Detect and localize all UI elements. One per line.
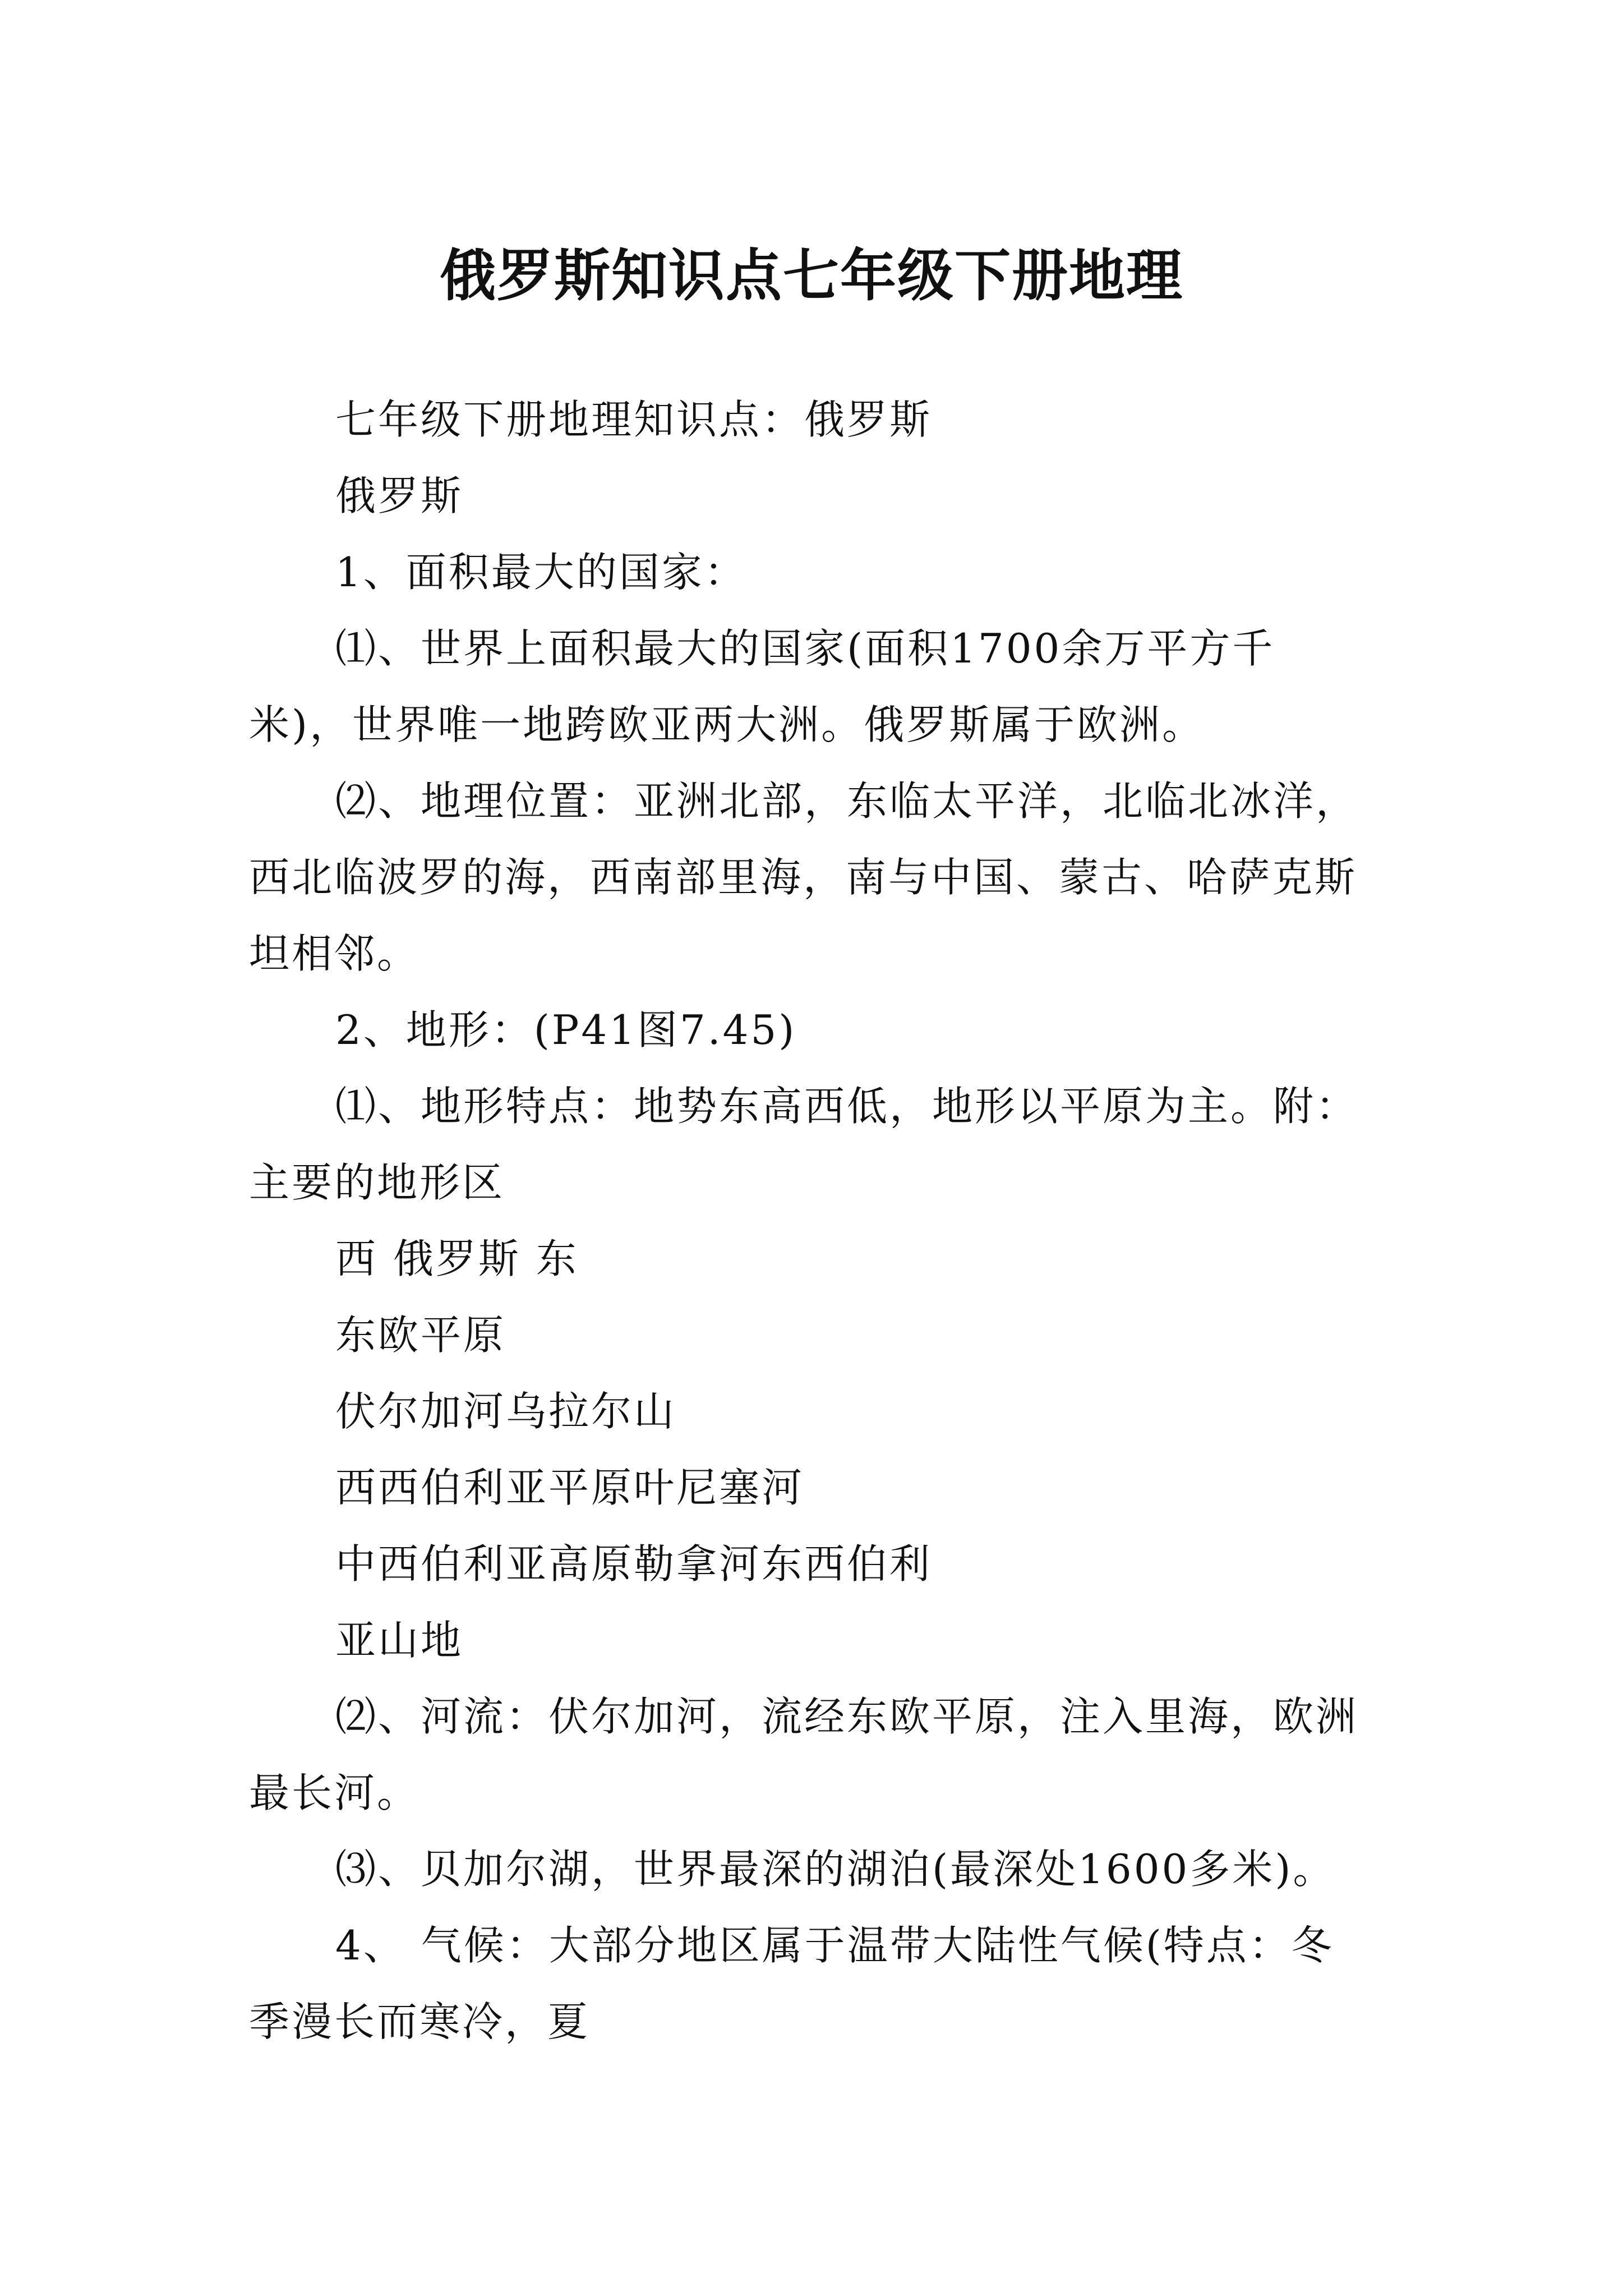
- section-heading-terrain: 2、地形：(P41图7.45): [335, 1006, 797, 1053]
- document-title: 俄罗斯知识点七年级下册地理: [440, 243, 1183, 309]
- terrain-region-line: 中西伯利亚高原勒拿河东西伯利: [335, 1540, 933, 1588]
- terrain-direction-line: 西 俄罗斯 东: [335, 1235, 579, 1282]
- terrain-region-line: 东欧平原: [335, 1312, 506, 1359]
- paragraph-climate: 4、 气候：大部分地区属于温带大陆性气候(特点：冬季漫长而寒冷，夏: [249, 1922, 1334, 2045]
- paragraph-area-fact: ⑴、世界上面积最大的国家(面积1700余万平方千米)，世界唯一地跨欧亚两大洲。俄罗斯属于欧洲。: [249, 625, 1275, 748]
- subtitle-paragraph: 七年级下册地理知识点：俄罗斯: [335, 396, 933, 443]
- section-heading-russia: 俄罗斯: [335, 472, 464, 519]
- terrain-region-line: 亚山地: [335, 1617, 464, 1664]
- section-heading-area: 1、面积最大的国家：: [335, 549, 747, 596]
- paragraph-lake-baikal: ⑶、贝加尔湖，世界最深的湖泊(最深处1600多米)。: [335, 1846, 1336, 1893]
- paragraph-rivers: ⑵、河流：伏尔加河，流经东欧平原，注入里海，欧洲最长河。: [249, 1693, 1359, 1816]
- terrain-region-line: 伏尔加河乌拉尔山: [335, 1388, 677, 1435]
- terrain-region-line: 西西伯利亚平原叶尼塞河: [335, 1464, 805, 1511]
- paragraph-location: ⑵、地理位置：亚洲北部，东临太平洋，北临北冰洋，西北临波罗的海，西南部里海，南与中国、蒙古、哈萨克斯坦相邻。: [249, 777, 1359, 977]
- paragraph-terrain-features: ⑴、地形特点：地势东高西低，地形以平原为主。附：主要的地形区: [249, 1083, 1359, 1206]
- document-body: [249, 381, 1376, 2060]
